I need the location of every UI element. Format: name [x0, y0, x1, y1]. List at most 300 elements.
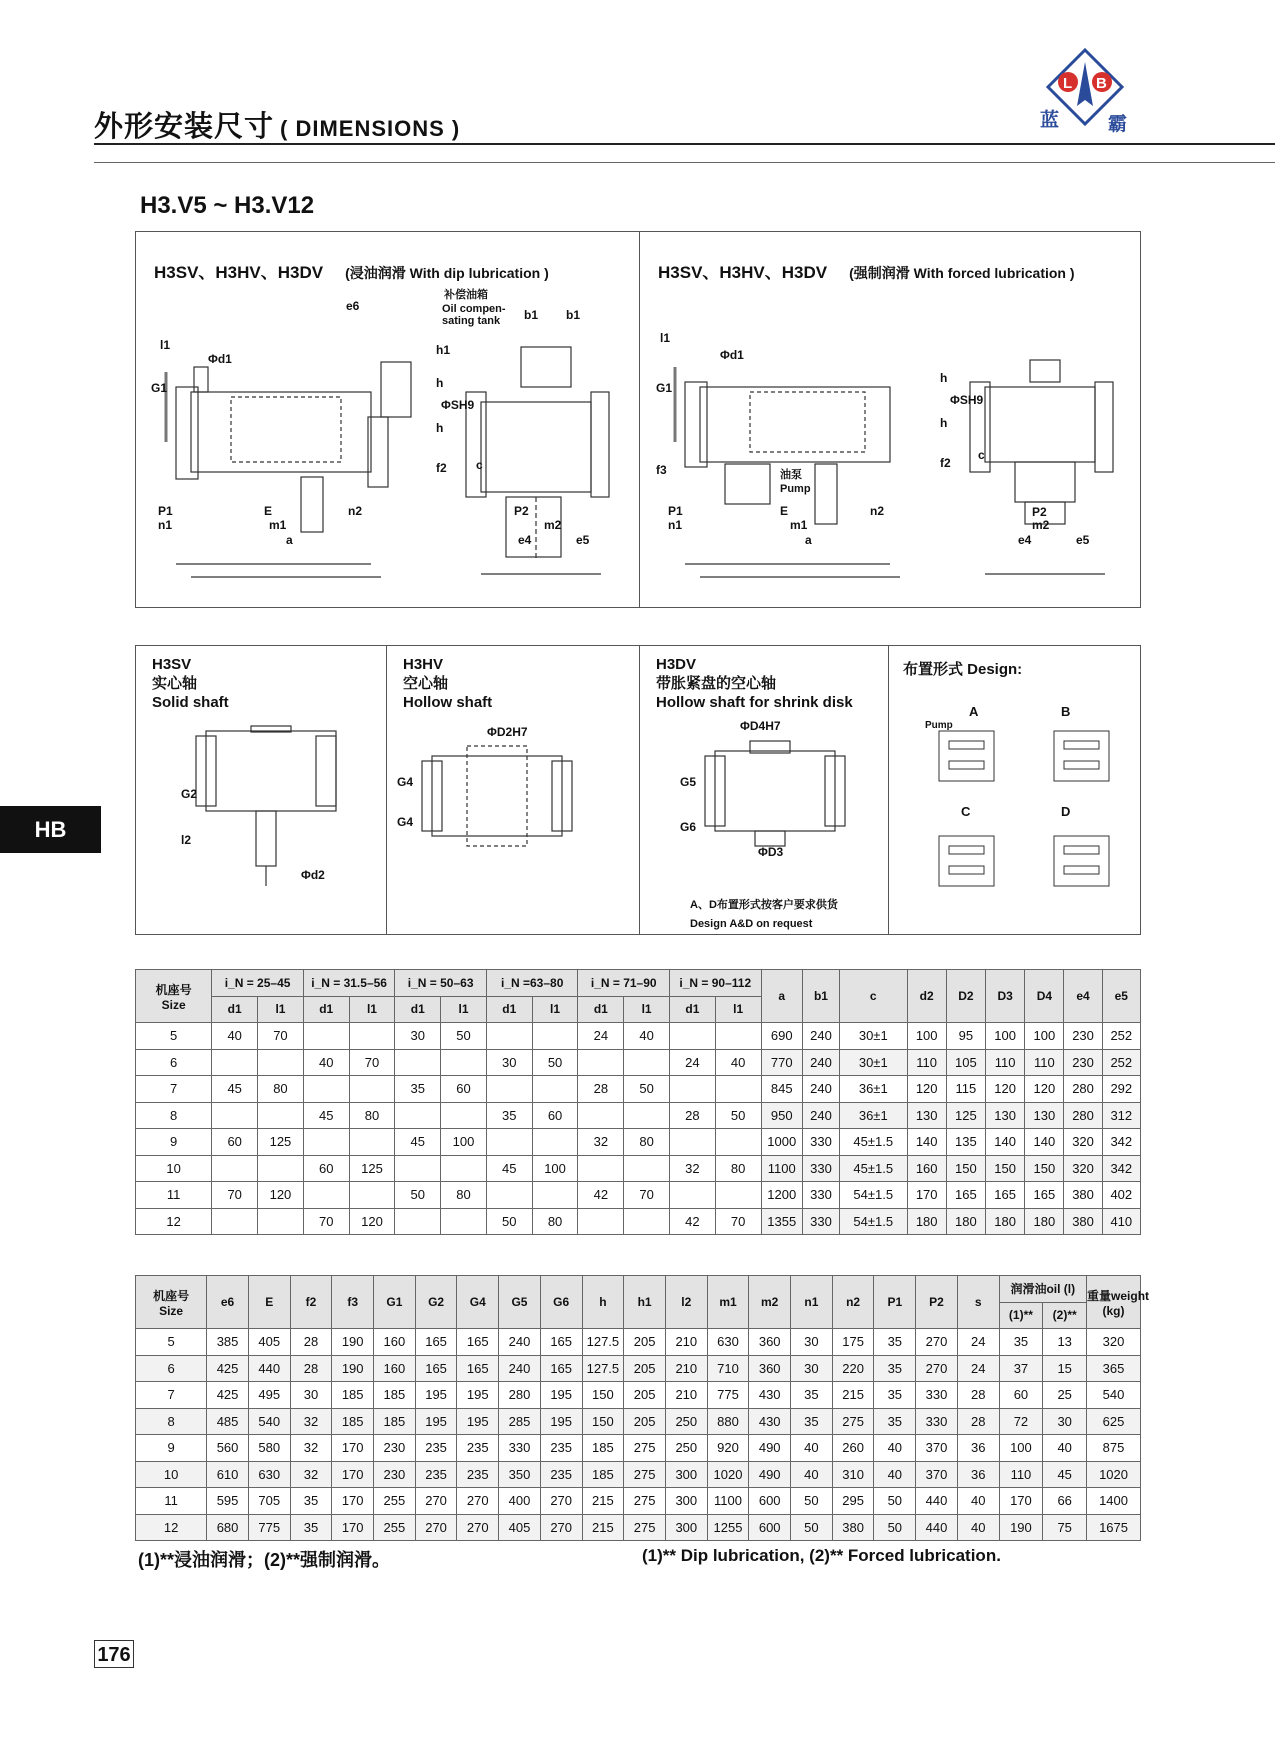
table1-header-sub-1-1: l1	[349, 996, 395, 1023]
table2-header-oil-sub-0: (1)**	[999, 1302, 1043, 1329]
table2-cell-3-14: 430	[749, 1408, 791, 1435]
table1-cell-3-3: 45	[303, 1102, 349, 1129]
table1-cell-5-1	[212, 1155, 258, 1182]
table2-cell-3-15: 35	[791, 1408, 833, 1435]
table2-cell-3-22: 625	[1087, 1408, 1141, 1435]
table1-cell-6-15: 54±1.5	[839, 1182, 907, 1209]
table1-cell-5-21: 342	[1102, 1155, 1140, 1182]
table1-header-ratio-2: i_N = 50–63	[395, 970, 487, 997]
table1-cell-4-21: 342	[1102, 1129, 1140, 1156]
table2-cell-0-13: 630	[707, 1329, 749, 1356]
table2-cell-6-16: 295	[832, 1488, 874, 1515]
table1-cell-2-9: 28	[578, 1076, 624, 1103]
svg-text:h: h	[436, 421, 444, 435]
table2-cell-1-14: 360	[749, 1355, 791, 1382]
table2-cell-6-13: 1100	[707, 1488, 749, 1515]
svg-text:e4: e4	[1018, 533, 1032, 547]
table2-cell-1-10: 127.5	[582, 1355, 624, 1382]
svg-text:h: h	[940, 371, 948, 385]
table2-cell-7-9: 270	[540, 1514, 582, 1541]
table2-cell-2-19: 28	[957, 1382, 999, 1409]
table1-cell-6-21: 402	[1102, 1182, 1140, 1209]
table1-cell-3-0: 8	[136, 1102, 212, 1129]
table2-cell-1-19: 24	[957, 1355, 999, 1382]
table2-cell-6-2: 705	[248, 1488, 290, 1515]
table1-cell-3-12: 50	[715, 1102, 761, 1129]
table1-cell-2-18: 120	[986, 1076, 1025, 1103]
table2-header-oil: 润滑油oil (l)	[999, 1276, 1086, 1303]
table2-cell-3-4: 185	[332, 1408, 374, 1435]
table1-cell-2-17: 115	[946, 1076, 985, 1103]
model-range: H3.V5 ~ H3.V12	[140, 192, 315, 219]
table2-cell-2-14: 430	[749, 1382, 791, 1409]
table2-cell-4-2: 580	[248, 1435, 290, 1462]
table2-cell-1-17: 35	[874, 1355, 916, 1382]
table2-cell-0-17: 35	[874, 1329, 916, 1356]
table1-cell-5-3: 60	[303, 1155, 349, 1182]
table2-cell-5-3: 32	[290, 1461, 332, 1488]
table2-cell-6-11: 275	[624, 1488, 666, 1515]
table1-cell-2-14: 240	[802, 1076, 839, 1103]
table1-cell-4-8	[532, 1129, 578, 1156]
table2-cell-7-8: 405	[499, 1514, 541, 1541]
panel-dip-lubrication	[135, 231, 640, 608]
table1-cell-5-15: 45±1.5	[839, 1155, 907, 1182]
svg-text:b1: b1	[524, 308, 539, 322]
table2-cell-5-17: 40	[874, 1461, 916, 1488]
table2-cell-6-9: 270	[540, 1488, 582, 1515]
svg-text:m1: m1	[790, 518, 808, 532]
table2-cell-1-11: 205	[624, 1355, 666, 1382]
table1-header-sub-0-0: d1	[212, 996, 258, 1023]
table1-cell-3-10	[624, 1102, 670, 1129]
table1-cell-6-18: 165	[986, 1182, 1025, 1209]
table2-cell-7-13: 1255	[707, 1514, 749, 1541]
table2-cell-2-9: 195	[540, 1382, 582, 1409]
svg-text:f2: f2	[940, 456, 951, 470]
table2-cell-3-7: 195	[457, 1408, 499, 1435]
brand-logo	[1040, 44, 1130, 136]
table2-cell-4-15: 40	[791, 1435, 833, 1462]
table2-cell-3-11: 205	[624, 1408, 666, 1435]
table2-cell-4-10: 185	[582, 1435, 624, 1462]
table-shaft-dimensions	[135, 969, 1141, 1235]
svg-text:e6: e6	[346, 299, 360, 313]
table1-cell-5-17: 150	[946, 1155, 985, 1182]
table2-cell-0-9: 165	[540, 1329, 582, 1356]
table2-cell-5-19: 36	[957, 1461, 999, 1488]
page-title	[94, 104, 460, 145]
table2-cell-3-8: 285	[499, 1408, 541, 1435]
table1-cell-3-1	[212, 1102, 258, 1129]
table-row	[136, 1076, 1141, 1103]
table2-cell-5-10: 185	[582, 1461, 624, 1488]
table2-cell-1-18: 270	[916, 1355, 958, 1382]
table1-header-col-0: a	[761, 970, 802, 1023]
table2-header-weight-en: 重量weight	[1087, 1288, 1150, 1303]
table1-cell-2-16: 120	[907, 1076, 946, 1103]
table1-cell-0-0: 5	[136, 1023, 212, 1050]
table1-cell-4-16: 140	[907, 1129, 946, 1156]
table1-cell-7-3: 70	[303, 1208, 349, 1235]
table1-cell-4-13: 1000	[761, 1129, 802, 1156]
svg-text:G4: G4	[397, 775, 414, 789]
table1-header-sub-4-1: l1	[624, 996, 670, 1023]
table2-cell-5-14: 490	[749, 1461, 791, 1488]
table1-cell-7-9	[578, 1208, 624, 1235]
table2-cell-7-10: 215	[582, 1514, 624, 1541]
table2-header-col-10: h1	[624, 1276, 666, 1329]
table2-cell-2-15: 35	[791, 1382, 833, 1409]
table1-cell-7-10	[624, 1208, 670, 1235]
table1-cell-6-14: 330	[802, 1182, 839, 1209]
table2-cell-1-22: 365	[1087, 1355, 1141, 1382]
table2-cell-1-21: 15	[1043, 1355, 1087, 1382]
table1-header-ratio-3: i_N =63–80	[486, 970, 578, 997]
table2-cell-3-13: 880	[707, 1408, 749, 1435]
table1-header-sub-5-1: l1	[715, 996, 761, 1023]
table1-cell-2-19: 120	[1025, 1076, 1064, 1103]
table1-cell-7-17: 180	[946, 1208, 985, 1235]
table2-cell-1-20: 37	[999, 1355, 1043, 1382]
table1-cell-2-4	[349, 1076, 395, 1103]
footnote-cn: (1)**浸油润滑；(2)**强制润滑。	[138, 1550, 391, 1570]
table1-cell-0-11	[669, 1023, 715, 1050]
table1-cell-7-0: 12	[136, 1208, 212, 1235]
table1-header-sub-2-1: l1	[441, 996, 487, 1023]
panel-h3sv-solid-shaft: H3SV 实心轴 Solid shaft G2 l2 Φd2	[135, 645, 387, 935]
table2-cell-4-12: 250	[665, 1435, 707, 1462]
table2-header-col-18: s	[957, 1276, 999, 1329]
table1-cell-0-17: 95	[946, 1023, 985, 1050]
table1-header-col-4: D2	[946, 970, 985, 1023]
table2-header-col-12: m1	[707, 1276, 749, 1329]
table1-cell-7-11: 42	[669, 1208, 715, 1235]
table1-cell-5-5	[395, 1155, 441, 1182]
table2-cell-2-1: 425	[207, 1382, 249, 1409]
svg-text:G5: G5	[680, 775, 697, 789]
table1-cell-0-20: 230	[1064, 1023, 1102, 1050]
table2-cell-2-22: 540	[1087, 1382, 1141, 1409]
table1-header-size-cn: 机座号	[155, 982, 192, 997]
table1-cell-0-9: 24	[578, 1023, 624, 1050]
table1-cell-1-7: 30	[486, 1049, 532, 1076]
table1-cell-2-12	[715, 1076, 761, 1103]
svg-text:Φd1: Φd1	[720, 348, 744, 362]
table2-cell-5-21: 45	[1043, 1461, 1087, 1488]
table2-header-weight	[1087, 1276, 1150, 1329]
svg-text:ΦSH9: ΦSH9	[441, 398, 475, 412]
table2-cell-6-19: 40	[957, 1488, 999, 1515]
table2-header-col-5: G2	[415, 1276, 457, 1329]
table1-cell-2-2: 80	[258, 1076, 304, 1103]
table2-cell-4-7: 235	[457, 1435, 499, 1462]
svg-text:n2: n2	[870, 504, 885, 518]
table-row	[136, 1488, 1141, 1515]
table2-cell-2-8: 280	[499, 1382, 541, 1409]
table2-cell-3-20: 72	[999, 1408, 1043, 1435]
svg-text:P1: P1	[668, 504, 683, 518]
table-row	[136, 1461, 1141, 1488]
table1-cell-7-18: 180	[986, 1208, 1025, 1235]
table2-cell-3-21: 30	[1043, 1408, 1087, 1435]
table1-cell-5-2	[258, 1155, 304, 1182]
table2-cell-3-2: 540	[248, 1408, 290, 1435]
table-row	[136, 1049, 1141, 1076]
table1-cell-5-16: 160	[907, 1155, 946, 1182]
svg-text:b1: b1	[566, 308, 581, 322]
table1-cell-7-8: 80	[532, 1208, 578, 1235]
page-number: 176	[94, 1640, 134, 1668]
table1-cell-4-1: 60	[212, 1129, 258, 1156]
table1-cell-3-15: 36±1	[839, 1102, 907, 1129]
table-row	[136, 1208, 1141, 1235]
table1-cell-0-14: 240	[802, 1023, 839, 1050]
table2-cell-7-0: 12	[136, 1514, 207, 1541]
table2-cell-6-18: 440	[916, 1488, 958, 1515]
table1-cell-1-17: 105	[946, 1049, 985, 1076]
table2-cell-7-5: 255	[374, 1514, 416, 1541]
svg-text:B: B	[1061, 704, 1071, 719]
svg-text:n1: n1	[158, 518, 173, 532]
table1-cell-2-20: 280	[1064, 1076, 1102, 1103]
table2-cell-5-4: 170	[332, 1461, 374, 1488]
table1-cell-2-10: 50	[624, 1076, 670, 1103]
table2-cell-0-20: 35	[999, 1329, 1043, 1356]
table2-cell-4-8: 330	[499, 1435, 541, 1462]
table1-cell-2-0: 7	[136, 1076, 212, 1103]
table2-cell-4-9: 235	[540, 1435, 582, 1462]
table1-cell-4-11	[669, 1129, 715, 1156]
table2-cell-5-0: 10	[136, 1461, 207, 1488]
table2-cell-6-3: 35	[290, 1488, 332, 1515]
table1-cell-7-15: 54±1.5	[839, 1208, 907, 1235]
table1-cell-3-13: 950	[761, 1102, 802, 1129]
logo-brand-right: 霸	[1108, 114, 1128, 135]
table1-cell-6-5: 50	[395, 1182, 441, 1209]
table1-cell-6-10: 70	[624, 1182, 670, 1209]
table2-cell-2-17: 35	[874, 1382, 916, 1409]
table1-cell-4-6: 100	[441, 1129, 487, 1156]
table2-cell-2-18: 330	[916, 1382, 958, 1409]
table1-cell-6-4	[349, 1182, 395, 1209]
table1-cell-4-17: 135	[946, 1129, 985, 1156]
table1-cell-0-12	[715, 1023, 761, 1050]
table2-cell-4-18: 370	[916, 1435, 958, 1462]
table1-cell-7-16: 180	[907, 1208, 946, 1235]
table1-cell-1-13: 770	[761, 1049, 802, 1076]
table1-cell-5-13: 1100	[761, 1155, 802, 1182]
table2-cell-2-10: 150	[582, 1382, 624, 1409]
table2-cell-0-22: 320	[1087, 1329, 1141, 1356]
table1-header-sub-3-0: d1	[486, 996, 532, 1023]
table1-header-col-7: e4	[1064, 970, 1102, 1023]
table2-header-oil-sub-1: (2)**	[1043, 1302, 1087, 1329]
table1-cell-1-6	[441, 1049, 487, 1076]
table1-cell-0-6: 50	[441, 1023, 487, 1050]
logo-brand-left: 蓝	[1040, 110, 1060, 131]
table2-cell-5-1: 610	[207, 1461, 249, 1488]
table2-header-size-cn: 机座号	[153, 1288, 190, 1303]
svg-text:G6: G6	[680, 820, 697, 834]
table1-cell-1-2	[258, 1049, 304, 1076]
table1-cell-6-11	[669, 1182, 715, 1209]
section-tab: HB	[0, 806, 101, 853]
table1-cell-2-8	[532, 1076, 578, 1103]
table2-cell-2-6: 195	[415, 1382, 457, 1409]
table1-cell-1-9	[578, 1049, 624, 1076]
table2-cell-4-6: 235	[415, 1435, 457, 1462]
svg-text:f2: f2	[436, 461, 447, 475]
svg-text:l2: l2	[181, 833, 192, 847]
table1-cell-7-7: 50	[486, 1208, 532, 1235]
table2-header-col-2: f2	[290, 1276, 332, 1329]
table2-cell-0-1: 385	[207, 1329, 249, 1356]
table2-cell-7-4: 170	[332, 1514, 374, 1541]
table2-cell-1-12: 210	[665, 1355, 707, 1382]
table1-cell-5-8: 100	[532, 1155, 578, 1182]
table1-cell-7-14: 330	[802, 1208, 839, 1235]
table2-header-col-6: G4	[457, 1276, 499, 1329]
drawing-dip-lubrication	[136, 289, 639, 592]
svg-text:Φd1: Φd1	[208, 352, 232, 366]
table2-cell-0-7: 165	[457, 1329, 499, 1356]
table1-cell-2-7	[486, 1076, 532, 1103]
table2-cell-3-3: 32	[290, 1408, 332, 1435]
table2-cell-6-22: 1400	[1087, 1488, 1141, 1515]
table2-cell-1-4: 190	[332, 1355, 374, 1382]
table2-cell-3-17: 35	[874, 1408, 916, 1435]
table1-header-ratio-0: i_N = 25–45	[212, 970, 304, 997]
svg-text:G4: G4	[397, 815, 414, 829]
table2-cell-5-15: 40	[791, 1461, 833, 1488]
table1-header-sub-3-1: l1	[532, 996, 578, 1023]
svg-text:ΦD3: ΦD3	[758, 845, 784, 859]
table2-cell-7-19: 40	[957, 1514, 999, 1541]
table1-cell-5-9	[578, 1155, 624, 1182]
svg-text:G1: G1	[151, 381, 168, 395]
svg-text:l1: l1	[160, 338, 171, 352]
svg-text:ΦSH9: ΦSH9	[950, 393, 984, 407]
table2-cell-0-21: 13	[1043, 1329, 1087, 1356]
table1-cell-4-10: 80	[624, 1129, 670, 1156]
table1-cell-7-4: 120	[349, 1208, 395, 1235]
table1-cell-6-17: 165	[946, 1182, 985, 1209]
table1-cell-2-5: 35	[395, 1076, 441, 1103]
table1-cell-5-18: 150	[986, 1155, 1025, 1182]
table2-cell-1-16: 220	[832, 1355, 874, 1382]
table1-cell-5-12: 80	[715, 1155, 761, 1182]
table1-cell-6-8	[532, 1182, 578, 1209]
table1-cell-0-1: 40	[212, 1023, 258, 1050]
table1-cell-4-15: 45±1.5	[839, 1129, 907, 1156]
table1-cell-7-6	[441, 1208, 487, 1235]
table2-cell-2-3: 30	[290, 1382, 332, 1409]
table1-cell-5-11: 32	[669, 1155, 715, 1182]
panel-design-arrangement: 布置形式 Design: A B C D Pump	[888, 645, 1141, 935]
svg-text:e5: e5	[576, 533, 590, 547]
table2-header-col-8: G6	[540, 1276, 582, 1329]
table-row	[136, 1355, 1141, 1382]
svg-text:G1: G1	[656, 381, 673, 395]
table1-cell-1-0: 6	[136, 1049, 212, 1076]
table2-cell-7-17: 50	[874, 1514, 916, 1541]
table1-cell-3-17: 125	[946, 1102, 985, 1129]
table1-header-col-6: D4	[1025, 970, 1064, 1023]
table2-header-col-3: f3	[332, 1276, 374, 1329]
table1-cell-3-18: 130	[986, 1102, 1025, 1129]
table1-cell-1-1	[212, 1049, 258, 1076]
table2-cell-7-2: 775	[248, 1514, 290, 1541]
table2-cell-0-2: 405	[248, 1329, 290, 1356]
table1-cell-4-20: 320	[1064, 1129, 1102, 1156]
table2-header-col-14: n1	[791, 1276, 833, 1329]
table2-cell-0-10: 127.5	[582, 1329, 624, 1356]
table1-cell-7-21: 410	[1102, 1208, 1140, 1235]
table1-cell-5-19: 150	[1025, 1155, 1064, 1182]
svg-text:Oil compen-: Oil compen-	[442, 303, 506, 315]
table1-cell-3-19: 130	[1025, 1102, 1064, 1129]
svg-text:Φd2: Φd2	[301, 868, 325, 882]
table1-cell-3-8: 60	[532, 1102, 578, 1129]
svg-text:ΦD2H7: ΦD2H7	[487, 725, 528, 739]
drawing-forced-lubrication	[640, 292, 1140, 592]
table2-cell-1-5: 160	[374, 1355, 416, 1382]
table2-header-size-en: Size	[159, 1303, 184, 1318]
svg-text:ΦD4H7: ΦD4H7	[740, 719, 781, 733]
table2-cell-6-10: 215	[582, 1488, 624, 1515]
table1-cell-7-5	[395, 1208, 441, 1235]
table1-cell-3-14: 240	[802, 1102, 839, 1129]
page-title-en: ( DIMENSIONS )	[280, 116, 461, 141]
table2-cell-5-7: 235	[457, 1461, 499, 1488]
table1-header-ratio-4: i_N = 71–90	[578, 970, 670, 997]
table1-cell-4-5: 45	[395, 1129, 441, 1156]
table1-header-col-8: e5	[1102, 970, 1140, 1023]
svg-text:h: h	[940, 416, 948, 430]
table2-cell-4-20: 100	[999, 1435, 1043, 1462]
table2-cell-4-19: 36	[957, 1435, 999, 1462]
table2-cell-4-1: 560	[207, 1435, 249, 1462]
table1-cell-2-15: 36±1	[839, 1076, 907, 1103]
svg-text:n1: n1	[668, 518, 683, 532]
table1-cell-7-20: 380	[1064, 1208, 1102, 1235]
svg-text:m1: m1	[269, 518, 287, 532]
table2-cell-3-12: 250	[665, 1408, 707, 1435]
svg-text:油泵: 油泵	[780, 469, 802, 481]
table2-cell-4-3: 32	[290, 1435, 332, 1462]
table1-cell-1-11: 24	[669, 1049, 715, 1076]
table2-cell-4-11: 275	[624, 1435, 666, 1462]
table2-header-weight-unit: (kg)	[1102, 1303, 1125, 1318]
table2-cell-1-9: 165	[540, 1355, 582, 1382]
table1-cell-0-3	[303, 1023, 349, 1050]
table2-cell-0-16: 175	[832, 1329, 874, 1356]
table-row	[136, 1408, 1141, 1435]
table1-cell-2-6: 60	[441, 1076, 487, 1103]
table-row	[136, 1129, 1141, 1156]
svg-text:l1: l1	[660, 331, 671, 345]
table2-cell-0-3: 28	[290, 1329, 332, 1356]
table2-header-col-15: n2	[832, 1276, 874, 1329]
svg-text:E: E	[780, 504, 789, 518]
table1-cell-1-5	[395, 1049, 441, 1076]
table2-header-col-7: G5	[499, 1276, 541, 1329]
table1-header-size-en: Size	[161, 997, 186, 1012]
table1-cell-6-20: 380	[1064, 1182, 1102, 1209]
table1-cell-7-19: 180	[1025, 1208, 1064, 1235]
table2-cell-3-19: 28	[957, 1408, 999, 1435]
